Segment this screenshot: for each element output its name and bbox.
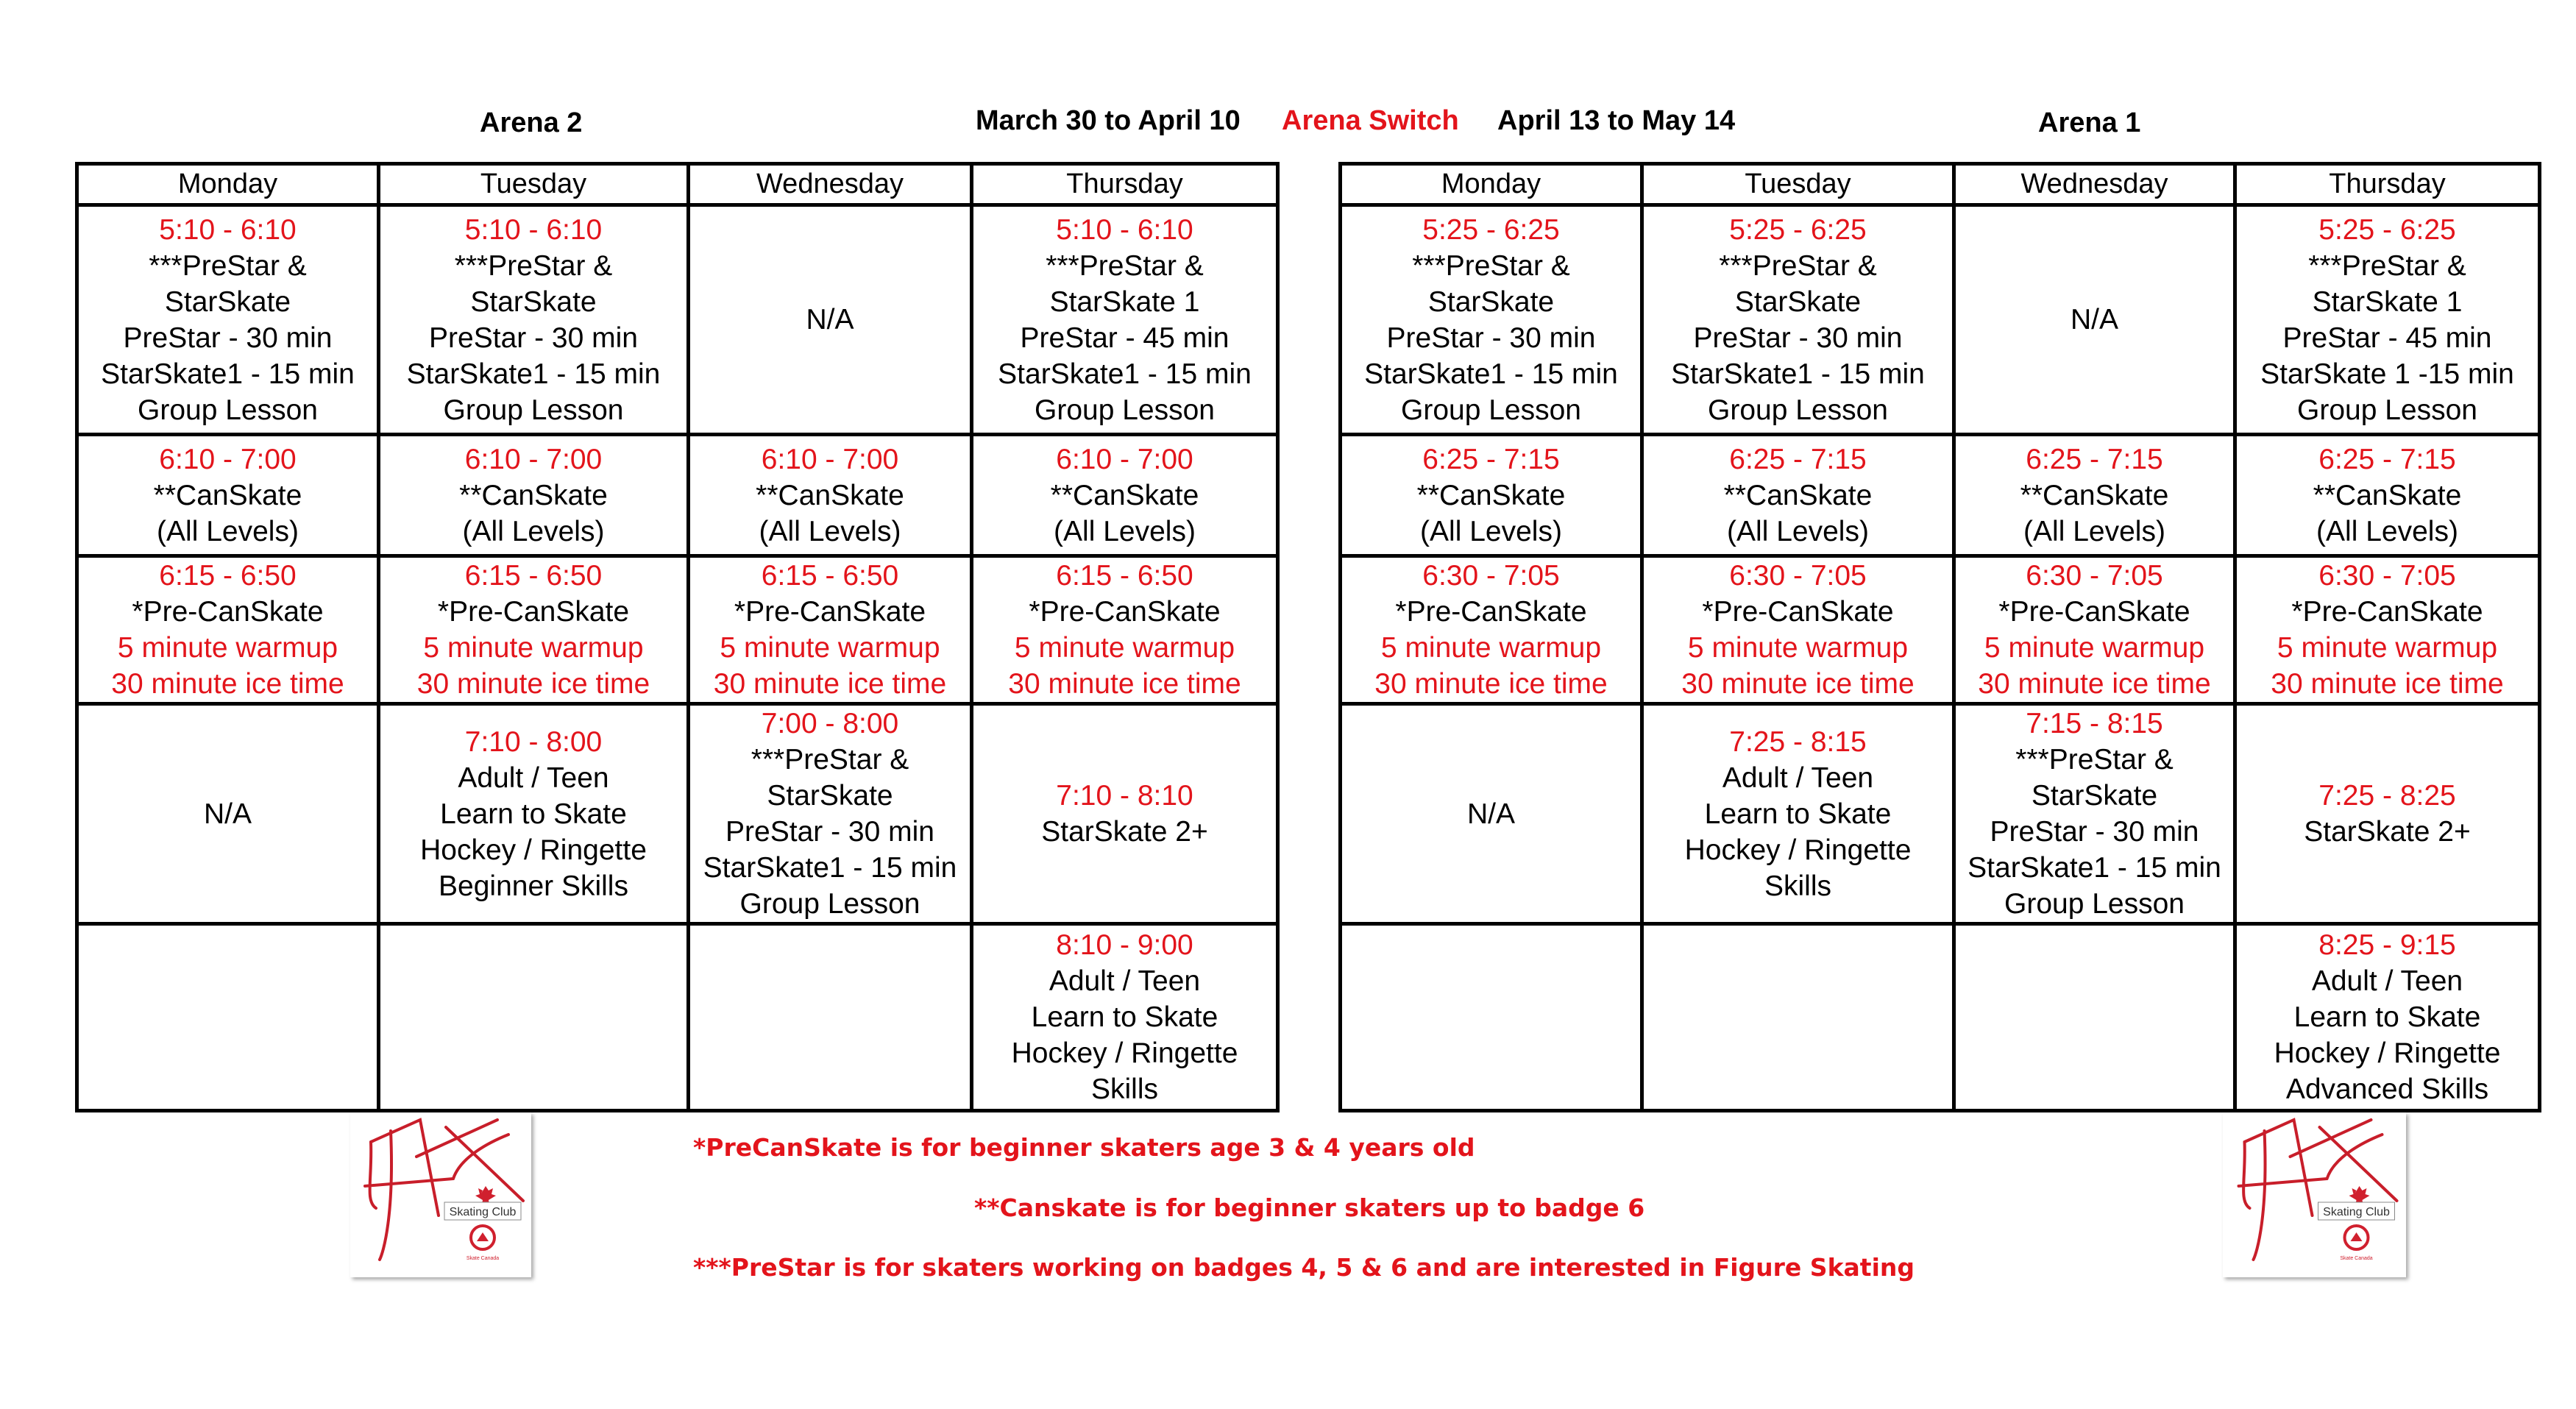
session-text: Group Lesson <box>1401 394 1581 426</box>
session-time: 5:25 - 6:25 <box>2318 213 2456 246</box>
session-time: 6:15 - 6:50 <box>761 560 899 592</box>
arena2-day-header-wednesday: Wednesday <box>689 164 972 205</box>
schedule-cell <box>2235 556 2540 704</box>
table-row <box>77 704 1278 924</box>
session-text: StarSkate1 - 15 min <box>1671 358 1925 390</box>
arena1-day-header-tuesday: Tuesday <box>1642 164 1954 205</box>
arena-1-title: Arena 1 <box>2038 107 2141 138</box>
schedule-cell <box>77 556 379 704</box>
session-text: (All Levels) <box>1054 515 1196 547</box>
session-note: 30 minute ice time <box>1008 668 1241 700</box>
session-time: 6:25 - 7:15 <box>2318 443 2456 475</box>
session-text: ***PreStar & <box>751 744 909 776</box>
arena2-day-header-tuesday: Tuesday <box>379 164 689 205</box>
arena-1-header-row <box>1341 164 2540 205</box>
note-prestar: ***PreStar is for skaters working on badges 4, 5 & 6 and are interested in Figure Skating <box>693 1253 1915 1282</box>
session-time: 5:10 - 6:10 <box>1056 213 1193 246</box>
session-text: StarSkate 1 <box>1049 285 1200 318</box>
session-text: StarSkate1 - 15 min <box>998 358 1252 390</box>
schedule-cell <box>77 704 379 924</box>
svg-text:AJAX: AJAX <box>427 1131 432 1132</box>
arena1-day-header-wednesday: Wednesday <box>1954 164 2235 205</box>
schedule-cell <box>1642 704 1954 924</box>
session-text: N/A <box>2070 304 2118 336</box>
schedule-cell <box>2235 924 2540 1111</box>
schedule-cell <box>1341 435 1642 556</box>
schedule-cell <box>1341 205 1642 435</box>
table-row <box>1341 205 2540 435</box>
session-text: PreStar - 30 min <box>1990 816 2199 848</box>
session-text: *Pre-CanSkate <box>1395 596 1587 628</box>
session-note: 30 minute ice time <box>416 668 650 700</box>
session-text: (All Levels) <box>462 515 605 547</box>
session-note: 5 minute warmup <box>1014 632 1235 664</box>
session-text: ***PreStar & <box>1719 249 1877 282</box>
session-time: 5:10 - 6:10 <box>159 213 297 246</box>
session-text: StarSkate 1 <box>2312 285 2463 318</box>
session-note: 30 minute ice time <box>1374 668 1608 700</box>
session-text: Hockey / Ringette <box>420 834 647 866</box>
session-text: ***PreStar & <box>149 249 307 282</box>
session-text: Hockey / Ringette <box>2274 1037 2501 1069</box>
ajax-logo-graphic-right <box>2223 1112 2406 1277</box>
schedule-cell <box>972 556 1278 704</box>
schedule-cell <box>379 556 689 704</box>
session-text: *Pre-CanSkate <box>1029 596 1221 628</box>
session-text: PreStar - 30 min <box>429 322 638 354</box>
session-time: 5:25 - 6:25 <box>1422 213 1560 246</box>
session-note: 5 minute warmup <box>117 632 338 664</box>
table-row <box>77 924 1278 1111</box>
logo-club-text-right: Skating Club <box>2323 1206 2390 1218</box>
session-text: **CanSkate <box>459 479 608 511</box>
session-text: ***PreStar & <box>2308 249 2466 282</box>
session-text: N/A <box>806 304 854 336</box>
table-row <box>1341 924 2540 1111</box>
session-text: ***PreStar & <box>454 249 613 282</box>
session-text: Group Lesson <box>2297 394 2477 426</box>
table-row <box>77 556 1278 704</box>
session-time: 6:15 - 6:50 <box>464 560 603 592</box>
schedule-cell <box>1954 435 2235 556</box>
session-text: Learn to Skate <box>440 798 627 830</box>
session-text: Advanced Skills <box>2285 1073 2489 1105</box>
session-text: (All Levels) <box>2316 515 2458 547</box>
session-text: (All Levels) <box>157 515 299 547</box>
session-text: N/A <box>203 798 252 830</box>
date-range-left: March 30 to April 10 <box>976 105 1241 136</box>
session-text: *Pre-CanSkate <box>734 596 926 628</box>
session-note: 30 minute ice time <box>1681 668 1915 700</box>
session-time: 8:10 - 9:00 <box>1056 929 1193 961</box>
session-note: 5 minute warmup <box>2277 632 2498 664</box>
session-text: Learn to Skate <box>2293 1001 2481 1033</box>
session-text: Learn to Skate <box>1704 798 1892 830</box>
session-text: StarSkate 1 -15 min <box>2260 358 2514 390</box>
note-canskate: **Canskate is for beginner skaters up to badge 6 <box>974 1193 1645 1222</box>
session-text: Adult / Teen <box>2311 965 2463 997</box>
schedule-cell <box>1954 704 2235 924</box>
session-text: **CanSkate <box>756 479 904 511</box>
session-time: 6:10 - 7:00 <box>159 443 297 475</box>
schedule-cell <box>1954 556 2235 704</box>
schedule-cell <box>379 435 689 556</box>
schedule-cell <box>1642 205 1954 435</box>
session-time: 7:10 - 8:00 <box>464 725 603 758</box>
schedule-cell <box>2235 205 2540 435</box>
session-text: Group Lesson <box>138 394 318 426</box>
schedule-cell <box>689 556 972 704</box>
session-time: 6:25 - 7:15 <box>1422 443 1560 475</box>
session-text: Adult / Teen <box>1049 965 1201 997</box>
schedule-cell <box>972 205 1278 435</box>
session-note: 30 minute ice time <box>713 668 947 700</box>
ajax-logo-graphic <box>350 1112 531 1277</box>
session-time: 7:15 - 8:15 <box>2026 708 2163 739</box>
session-text: PreStar - 45 min <box>1020 322 1230 354</box>
ajax-skating-club-logo-right <box>2223 1112 2406 1277</box>
session-text: Group Lesson <box>739 888 920 920</box>
arena-2-schedule-table <box>75 162 1280 1112</box>
schedule-cell <box>1642 556 1954 704</box>
session-text: StarSkate <box>2031 780 2158 812</box>
session-text: Group Lesson <box>2004 888 2185 920</box>
note-precanskate: *PreCanSkate is for beginner skaters age 3 & 4 years old <box>693 1133 1475 1162</box>
schedule-cell <box>77 435 379 556</box>
logo-club-text: Skating Club <box>449 1206 517 1218</box>
schedule-cell <box>689 924 972 1111</box>
session-text: *Pre-CanSkate <box>1998 596 2190 628</box>
session-text: *Pre-CanSkate <box>132 596 324 628</box>
session-note: 5 minute warmup <box>720 632 940 664</box>
session-time: 5:10 - 6:10 <box>464 213 603 246</box>
session-text: (All Levels) <box>1420 515 1562 547</box>
session-time: 8:25 - 9:15 <box>2318 929 2456 961</box>
session-text: (All Levels) <box>759 515 901 547</box>
schedule-cell <box>379 924 689 1111</box>
session-text: **CanSkate <box>1723 479 1873 511</box>
session-text: ***PreStar & <box>1412 249 1570 282</box>
schedule-cell <box>689 435 972 556</box>
ajax-skating-club-logo-left <box>350 1112 531 1277</box>
session-text: **CanSkate <box>153 479 302 511</box>
schedule-cell <box>1341 556 1642 704</box>
schedule-cell <box>2235 704 2540 924</box>
schedule-cell <box>689 704 972 924</box>
schedule-cell <box>1954 205 2235 435</box>
session-text: StarSkate <box>1734 285 1862 318</box>
schedule-cell <box>972 435 1278 556</box>
session-text: Skills <box>1090 1073 1158 1105</box>
table-row <box>1341 556 2540 704</box>
session-text: N/A <box>1466 798 1515 830</box>
session-text: Hockey / Ringette <box>1684 834 1912 866</box>
session-text: Group Lesson <box>443 394 624 426</box>
logo-org-text: Skate Canada <box>466 1256 500 1261</box>
session-text: Hockey / Ringette <box>1011 1037 1238 1069</box>
arena-1-schedule-table <box>1338 162 2541 1112</box>
session-text: PreStar - 30 min <box>1386 322 1596 354</box>
session-text: ***PreStar & <box>2015 744 2174 776</box>
session-time: 6:30 - 7:05 <box>2318 560 2456 592</box>
schedule-cell <box>1642 435 1954 556</box>
schedule-cell <box>972 704 1278 924</box>
session-note: 5 minute warmup <box>1984 632 2205 664</box>
arena1-day-header-monday: Monday <box>1341 164 1642 205</box>
session-note: 5 minute warmup <box>423 632 644 664</box>
session-text: Skills <box>1764 870 1831 902</box>
session-text: *Pre-CanSkate <box>2291 596 2483 628</box>
session-text: StarSkate1 - 15 min <box>1968 852 2221 884</box>
table-row <box>1341 704 2540 924</box>
session-text: PreStar - 30 min <box>1693 322 1903 354</box>
session-time: 6:30 - 7:05 <box>1422 560 1560 592</box>
session-text: Adult / Teen <box>458 762 609 794</box>
session-time: 6:10 - 7:00 <box>761 443 899 475</box>
session-note: 30 minute ice time <box>1978 668 2211 700</box>
session-text: StarSkate1 - 15 min <box>406 358 661 390</box>
arena2-day-header-thursday: Thursday <box>972 164 1278 205</box>
session-note: 5 minute warmup <box>1380 632 1602 664</box>
session-text: StarSkate 2+ <box>2304 816 2471 848</box>
arena1-day-header-thursday: Thursday <box>2235 164 2540 205</box>
schedule-cell <box>1642 924 1954 1111</box>
session-time: 6:25 - 7:15 <box>1729 443 1867 475</box>
schedule-cell <box>2235 435 2540 556</box>
logo-org-text-right: Skate Canada <box>2340 1256 2373 1261</box>
session-text: PreStar - 30 min <box>725 816 934 848</box>
session-note: 30 minute ice time <box>111 668 344 700</box>
session-time: 7:25 - 8:25 <box>2318 780 2456 812</box>
session-text: *Pre-CanSkate <box>437 596 630 628</box>
session-text: StarSkate1 - 15 min <box>101 358 355 390</box>
session-time: 7:25 - 8:15 <box>1729 725 1867 758</box>
schedule-cell <box>1341 704 1642 924</box>
session-time: 7:10 - 8:10 <box>1056 780 1193 812</box>
schedule-cell <box>77 924 379 1111</box>
session-text: Beginner Skills <box>439 870 628 902</box>
session-text: **CanSkate <box>1416 479 1566 511</box>
session-note: 5 minute warmup <box>1687 632 1909 664</box>
schedule-cell <box>379 205 689 435</box>
table-row <box>1341 435 2540 556</box>
session-text: StarSkate 2+ <box>1041 816 1208 848</box>
table-row <box>77 435 1278 556</box>
session-time: 5:25 - 6:25 <box>1729 213 1867 246</box>
session-text: **CanSkate <box>1050 479 1199 511</box>
session-text: StarSkate <box>470 285 597 318</box>
arena-2-header-row <box>77 164 1278 205</box>
session-time: 6:15 - 6:50 <box>159 560 297 592</box>
session-text: (All Levels) <box>1727 515 1869 547</box>
session-text: Adult / Teen <box>1722 762 1874 794</box>
session-text: Group Lesson <box>1708 394 1888 426</box>
schedule-cell <box>689 205 972 435</box>
session-time: 6:25 - 7:15 <box>2026 443 2163 475</box>
session-text: StarSkate1 - 15 min <box>1364 358 1618 390</box>
session-time: 6:30 - 7:05 <box>2026 560 2163 592</box>
session-text: PreStar - 30 min <box>123 322 333 354</box>
session-text: StarSkate <box>1427 285 1555 318</box>
session-time: 7:00 - 8:00 <box>761 708 899 739</box>
arena-switch-label: Arena Switch <box>1282 105 1459 136</box>
schedule-cell <box>379 704 689 924</box>
session-text: Learn to Skate <box>1031 1001 1218 1033</box>
session-time: 6:10 - 7:00 <box>464 443 603 475</box>
session-text: Group Lesson <box>1035 394 1215 426</box>
schedule-cell <box>972 924 1278 1111</box>
session-text: (All Levels) <box>2023 515 2165 547</box>
session-text: PreStar - 45 min <box>2282 322 2492 354</box>
date-range-right: April 13 to May 14 <box>1497 105 1736 136</box>
session-text: StarSkate1 - 15 min <box>703 852 957 884</box>
session-text: StarSkate <box>767 780 893 812</box>
session-text: *Pre-CanSkate <box>1702 596 1894 628</box>
session-note: 30 minute ice time <box>2271 668 2504 700</box>
session-time: 6:15 - 6:50 <box>1056 560 1193 592</box>
schedule-cell <box>1341 924 1642 1111</box>
schedule-cell <box>1954 924 2235 1111</box>
session-time: 6:30 - 7:05 <box>1729 560 1867 592</box>
arena-2-title: Arena 2 <box>480 107 583 138</box>
table-row <box>77 205 1278 435</box>
session-text: **CanSkate <box>2020 479 2169 511</box>
schedule-cell <box>77 205 379 435</box>
arena2-day-header-monday: Monday <box>77 164 379 205</box>
session-text: StarSkate <box>164 285 291 318</box>
session-text: **CanSkate <box>2313 479 2462 511</box>
session-text: ***PreStar & <box>1046 249 1204 282</box>
session-time: 6:10 - 7:00 <box>1056 443 1193 475</box>
